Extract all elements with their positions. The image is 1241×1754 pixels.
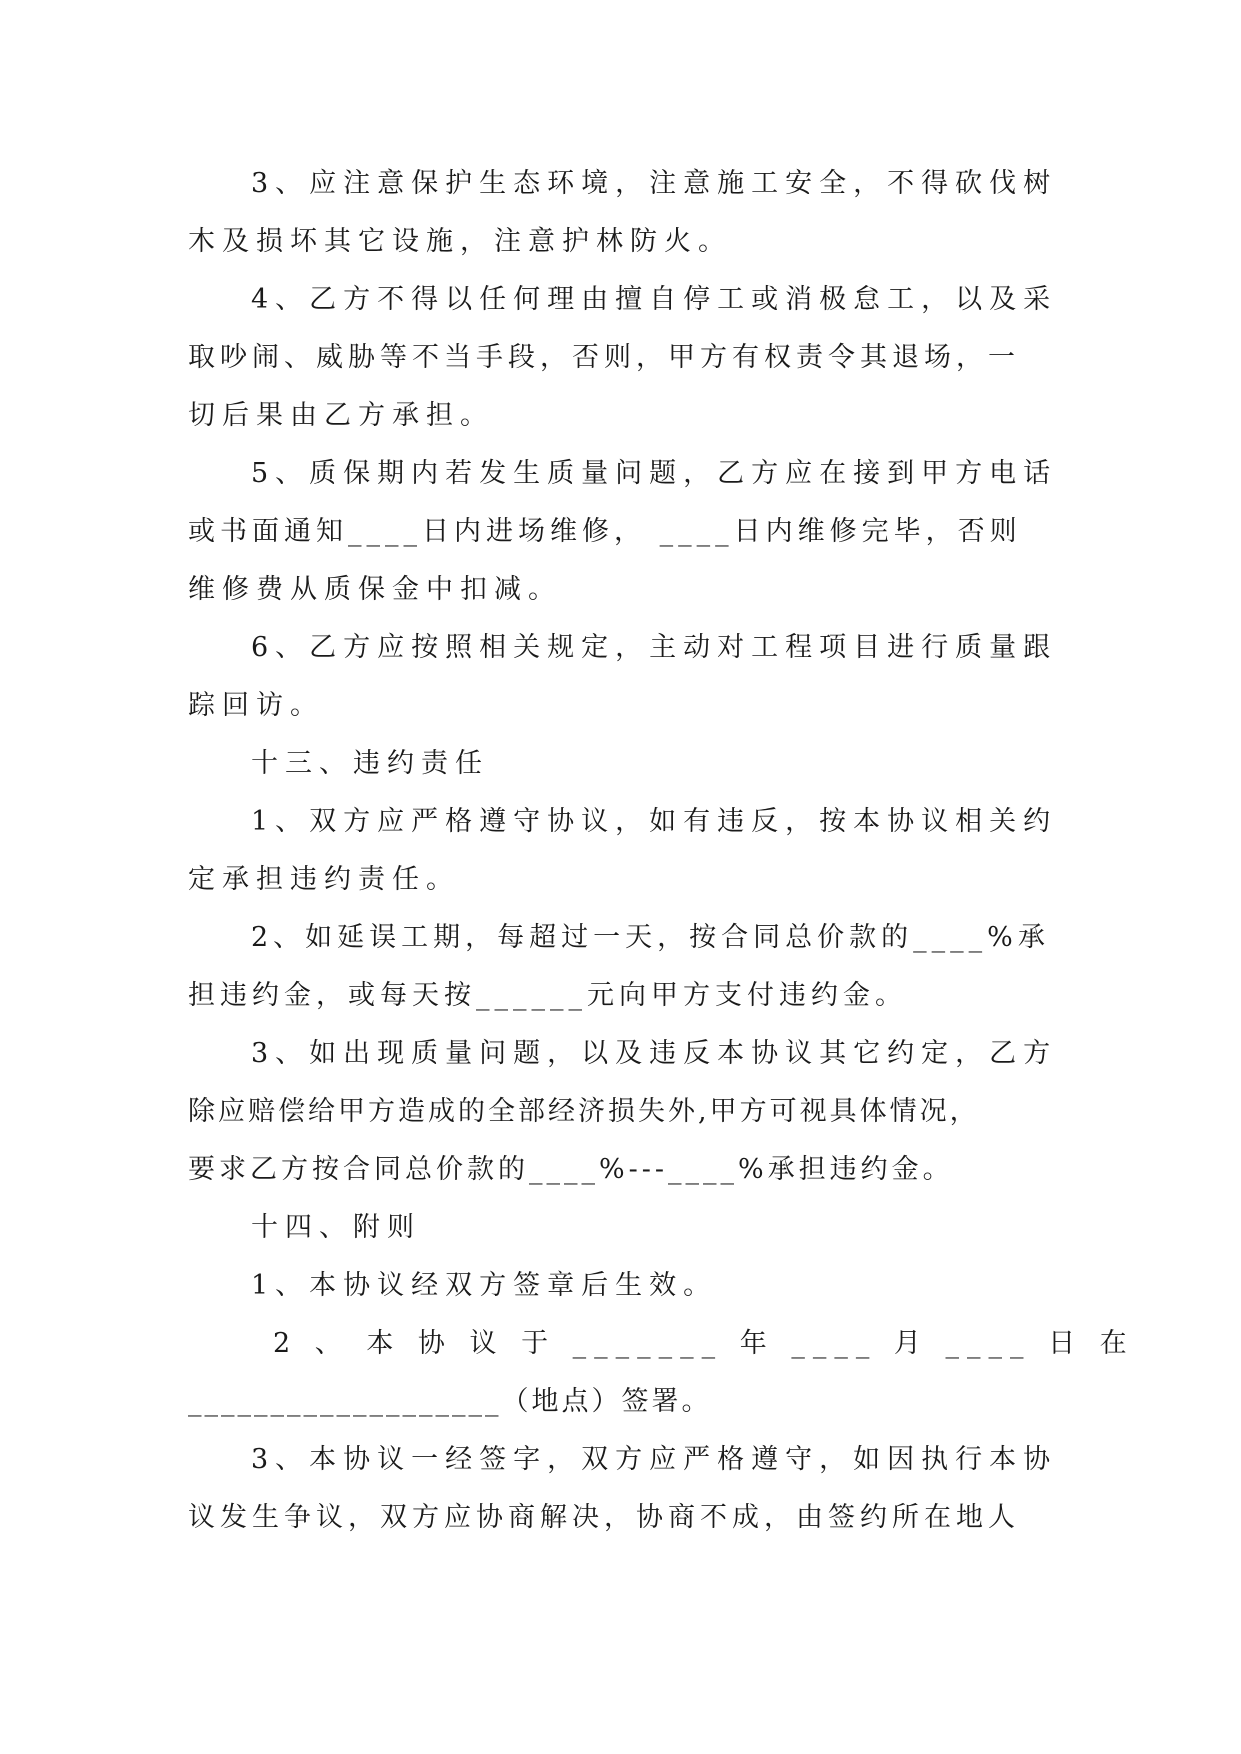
paragraph-line: 取吵闹、威胁等不当手段，否则，甲方有权责令其退场，一 [188,342,1020,373]
paragraph-line: 1、本协议经双方签章后生效。 [251,1270,718,1301]
paragraph-line: 2、如延误工期，每超过一天，按合同总价款的____%承 [251,922,1050,953]
paragraph-line: 切后果由乙方承担。 [188,400,494,431]
paragraph-line: 2 、 本 协 议 于 _______ 年 ____ 月 ____ 日 在 [273,1328,1135,1359]
section-heading: 十三、违约责任 [251,748,489,779]
paragraph-line: ___________________（地点）签署。 [188,1386,712,1417]
paragraph-line: 5、质保期内若发生质量问题，乙方应在接到甲方电话 [251,458,1058,489]
paragraph-line: 议发生争议，双方应协商解决，协商不成，由签约所在地人 [188,1502,1020,1533]
paragraph-line: 4、乙方不得以任何理由擅自停工或消极怠工，以及采 [251,284,1058,315]
paragraph-line: 维修费从质保金中扣减。 [188,574,562,605]
section-heading: 十四、附则 [251,1212,421,1243]
paragraph-line: 踪回访。 [188,690,324,721]
paragraph-line: 木及损坏其它设施，注意护林防火。 [188,226,732,257]
paragraph-line: 或书面通知____日内进场维修， ____日内维修完毕，否则 [188,516,1022,547]
paragraph-line: 6、乙方应按照相关规定，主动对工程项目进行质量跟 [251,632,1058,663]
paragraph-line: 3、应注意保护生态环境，注意施工安全，不得砍伐树 [251,168,1058,199]
paragraph-line: 要求乙方按合同总价款的____%---____%承担违约金。 [188,1154,954,1185]
paragraph-line: 定承担违约责任。 [188,864,460,895]
paragraph-line: 3、本协议一经签字，双方应严格遵守，如因执行本协 [251,1444,1058,1475]
paragraph-line: 除应赔偿给甲方造成的全部经济损失外,甲方可视具体情况， [188,1096,980,1127]
document-body [188,155,1135,1547]
paragraph-line: 3、如出现质量问题，以及违反本协议其它约定，乙方 [251,1038,1058,1069]
paragraph-line: 担违约金，或每天按______元向甲方支付违约金。 [188,980,907,1011]
paragraph-line: 1、双方应严格遵守协议，如有违反，按本协议相关约 [251,806,1058,837]
